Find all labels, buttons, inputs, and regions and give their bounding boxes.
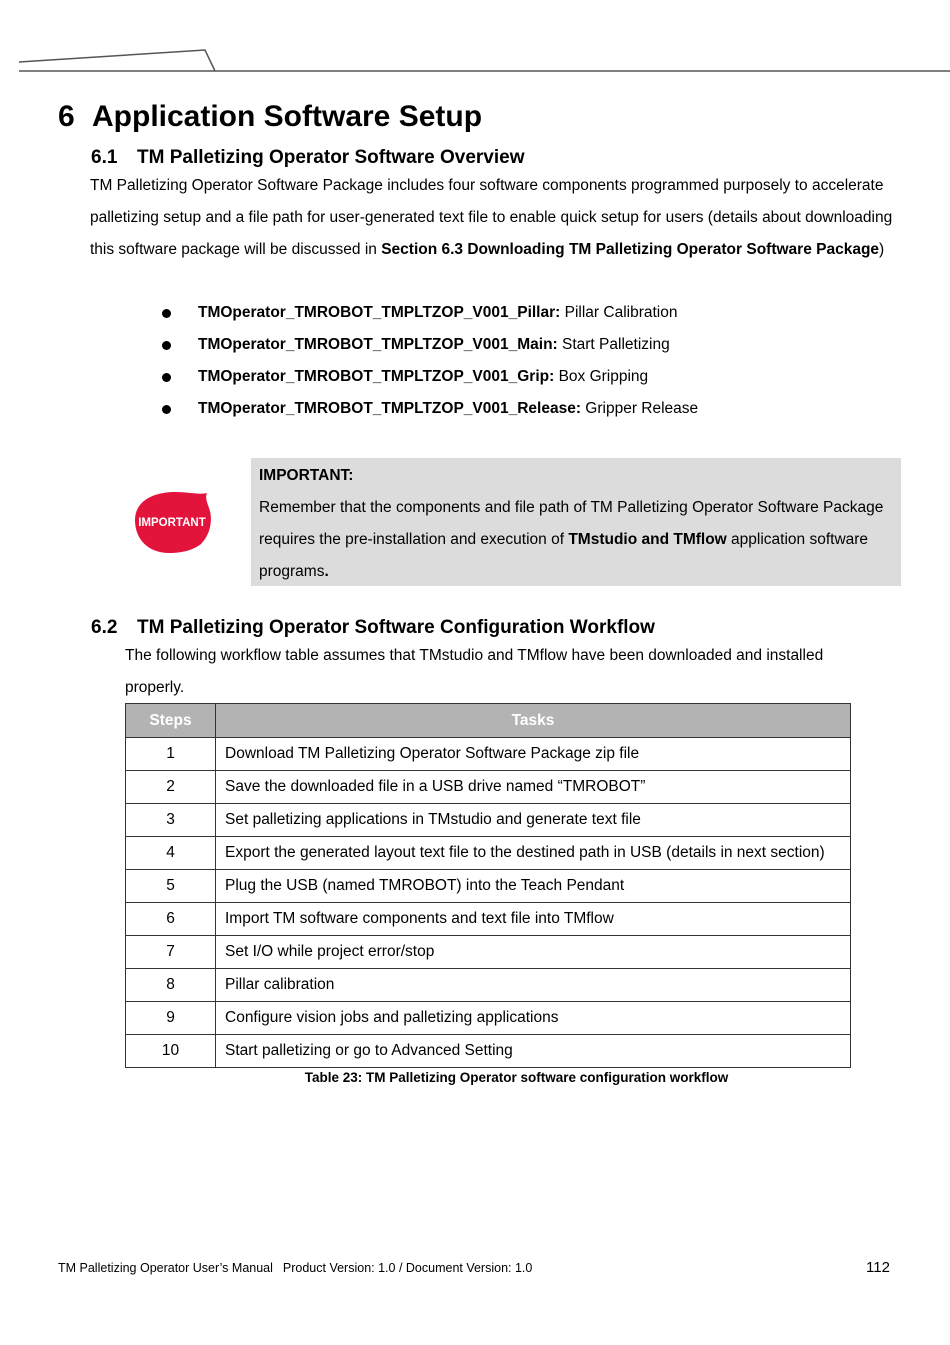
- section-6-2-title: TM Palletizing Operator Software Configuration Workflow: [137, 617, 655, 638]
- bullet-icon: [162, 373, 171, 382]
- important-notice: [251, 458, 901, 586]
- section-6-1-intro: [90, 170, 905, 266]
- table-header-row: [126, 704, 851, 738]
- table-row: [126, 870, 851, 903]
- important-text-end: .: [324, 563, 329, 580]
- list-item: [160, 361, 698, 393]
- intro-text: TM Palletizing Operator Software Package includes four software components programmed purposely to accelerate palletizing setup and a file path for user-generated text file to enable quick setup for users (details about downloading this software package will be discussed in: [90, 177, 893, 258]
- step-cell: 9: [126, 1002, 216, 1035]
- intro-section-ref: Section 6.3 Downloading TM Palletizing Operator Software Package: [381, 241, 880, 258]
- task-cell: Plug the USB (named TMROBOT) into the Teach Pendant: [216, 870, 851, 903]
- task-cell: Import TM software components and text file into TMflow: [216, 903, 851, 936]
- chapter-number: 6: [58, 100, 75, 133]
- important-text-bold: TMstudio and TMflow: [568, 531, 727, 548]
- section-6-2-heading: [91, 617, 655, 639]
- footer: [58, 1261, 532, 1275]
- task-cell: Set palletizing applications in TMstudio and generate text file: [216, 804, 851, 837]
- important-title: IMPORTANT:: [259, 467, 354, 484]
- component-name: TMOperator_TMROBOT_TMPLTZOP_V001_Main:: [198, 336, 558, 353]
- step-cell: 3: [126, 804, 216, 837]
- list-item: [160, 329, 698, 361]
- component-desc: Gripper Release: [581, 400, 699, 417]
- table-row: [126, 969, 851, 1002]
- task-cell: Start palletizing or go to Advanced Setting: [216, 1035, 851, 1068]
- component-name: TMOperator_TMROBOT_TMPLTZOP_V001_Release:: [198, 400, 581, 417]
- section-6-2-intro: The following workflow table assumes that TMstudio and TMflow have been downloaded and installed properly.: [125, 647, 824, 696]
- bullet-icon: [162, 405, 171, 414]
- table-row: [126, 804, 851, 837]
- table-row: [126, 771, 851, 804]
- task-cell: Save the downloaded file in a USB drive named “TMROBOT”: [216, 771, 851, 804]
- step-cell: 6: [126, 903, 216, 936]
- step-cell: 2: [126, 771, 216, 804]
- intro-end: ): [879, 241, 885, 258]
- section-6-1-heading: [91, 147, 525, 169]
- component-name: TMOperator_TMROBOT_TMPLTZOP_V001_Grip:: [198, 368, 555, 385]
- table-caption: Table 23: TM Palletizing Operator software configuration workflow: [304, 1070, 729, 1085]
- component-name: TMOperator_TMROBOT_TMPLTZOP_V001_Pillar:: [198, 304, 561, 321]
- tasks-header: Tasks: [216, 704, 851, 738]
- component-desc: Pillar Calibration: [560, 304, 678, 321]
- task-cell: Download TM Palletizing Operator Software Package zip file: [216, 738, 851, 771]
- list-item: [160, 297, 698, 329]
- page-number: 112: [866, 1259, 890, 1276]
- chapter-title: Application Software Setup: [92, 100, 483, 133]
- section-6-2-number: 6.2: [91, 617, 118, 638]
- steps-header: Steps: [126, 704, 216, 738]
- step-cell: 1: [126, 738, 216, 771]
- bullet-icon: [162, 309, 171, 318]
- important-text-before: Remember that the components and file path of TM Palletizing Operator Software Package requires the pre-installation and execution of: [259, 499, 884, 548]
- chapter-heading: [58, 100, 482, 134]
- important-text-after: application software programs: [259, 531, 869, 580]
- task-cell: Pillar calibration: [216, 969, 851, 1002]
- footer-version: Product Version: 1.0 / Document Version: 1.0: [282, 1261, 533, 1275]
- table-row: [126, 936, 851, 969]
- step-cell: 5: [126, 870, 216, 903]
- table-row: [126, 1035, 851, 1068]
- step-cell: 8: [126, 969, 216, 1002]
- step-cell: 4: [126, 837, 216, 870]
- step-cell: 10: [126, 1035, 216, 1068]
- section-6-1-title: TM Palletizing Operator Software Overview: [137, 147, 525, 168]
- table-row: [126, 1002, 851, 1035]
- workflow-table: [125, 703, 851, 1068]
- step-cell: 7: [126, 936, 216, 969]
- section-6-1-number: 6.1: [91, 147, 118, 168]
- list-item: [160, 393, 698, 425]
- component-desc: Start Palletizing: [557, 336, 670, 353]
- important-badge-icon: [131, 490, 213, 554]
- footer-manual-title: TM Palletizing Operator User’s Manual: [58, 1261, 273, 1275]
- task-cell: Configure vision jobs and palletizing applications: [216, 1002, 851, 1035]
- table-row: [126, 738, 851, 771]
- table-row: [126, 903, 851, 936]
- component-list: [160, 297, 698, 425]
- header-decoration: [0, 0, 950, 80]
- important-badge-label: IMPORTANT: [138, 517, 206, 529]
- bullet-icon: [162, 341, 171, 350]
- component-desc: Box Gripping: [554, 368, 649, 385]
- task-cell: Export the generated layout text file to the destined path in USB (details in next section): [216, 837, 851, 870]
- important-text: [259, 492, 893, 588]
- table-row: [126, 837, 851, 870]
- task-cell: Set I/O while project error/stop: [216, 936, 851, 969]
